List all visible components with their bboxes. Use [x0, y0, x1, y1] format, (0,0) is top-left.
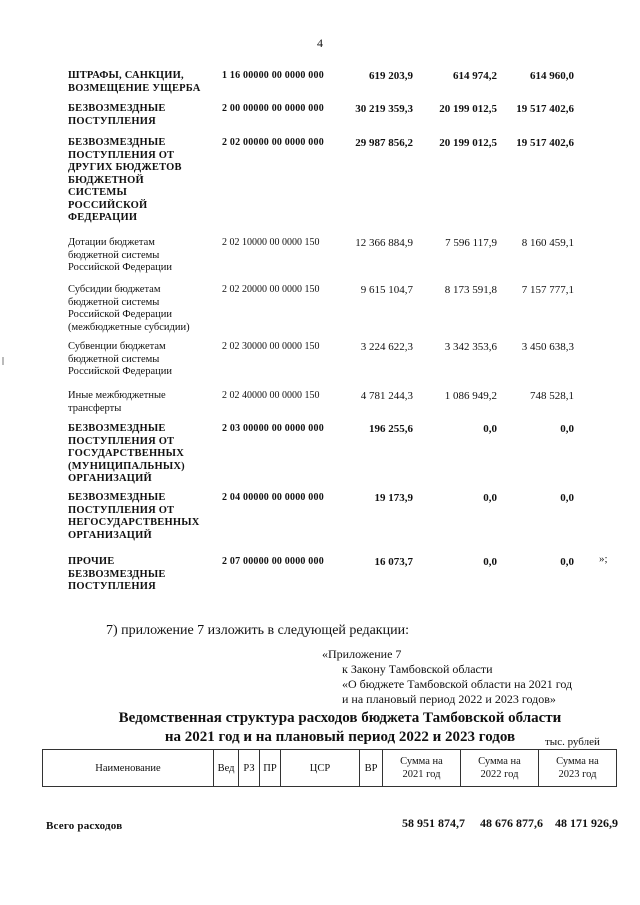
- row-code: 2 02 40000 00 0000 150: [222, 390, 320, 401]
- row-name: БЕЗВОЗМЕЗДНЫЕ ПОСТУПЛЕНИЯ ОТ ДРУГИХ БЮДЖЕТОВ БЮДЖЕТНОЙ СИСТЕМЫ РОССИЙСКОЙ ФЕДЕРАЦИИ: [68, 137, 182, 223]
- header-csr: ЦСР: [281, 750, 360, 787]
- row-value-2021: 619 203,9: [369, 70, 413, 82]
- row-value-2023: 3 450 638,3: [521, 341, 574, 353]
- row-code: 2 07 00000 00 0000 000: [222, 556, 324, 567]
- row-name: БЕЗВОЗМЕЗДНЫЕ ПОСТУПЛЕНИЯ ОТ НЕГОСУДАРСТВЕННЫХ ОРГАНИЗАЦИЙ: [68, 492, 200, 541]
- row-value-2021: 4 781 244,3: [360, 390, 413, 402]
- row-code: 2 02 20000 00 0000 150: [222, 284, 320, 295]
- row-value-2022: 8 173 591,8: [444, 284, 497, 296]
- row-value-2023: 8 160 459,1: [521, 237, 574, 249]
- row-value-2023: 7 157 777,1: [521, 284, 574, 296]
- row-value-2021: 9 615 104,7: [360, 284, 413, 296]
- row-value-2022: 0,0: [483, 492, 497, 504]
- appendix-line: и на плановый период 2022 и 2023 годов»: [342, 692, 556, 706]
- row-value-2023: 19 517 402,6: [516, 103, 574, 115]
- appendix-reference: [322, 647, 572, 707]
- appendix-line: «О бюджете Тамбовской области на 2021 год: [342, 677, 573, 691]
- scan-mark: [2, 357, 4, 365]
- total-2021: 58 951 874,7: [402, 816, 465, 830]
- row-code: 2 02 10000 00 0000 150: [222, 237, 320, 248]
- header-sum-2023: Сумма на 2023 год: [539, 750, 617, 787]
- row-value-2021: 12 366 884,9: [355, 237, 413, 249]
- title-line: на 2021 год и на плановый период 2022 и 2023 годов: [164, 729, 516, 745]
- total-2023: 48 171 926,9: [555, 816, 618, 830]
- row-value-2021: 3 224 622,3: [360, 341, 413, 353]
- row-value-2023: 0,0: [560, 423, 574, 435]
- appendix-line: «Приложение 7: [322, 647, 402, 661]
- row-value-2021: 30 219 359,3: [355, 103, 413, 115]
- row-value-2022: 1 086 949,2: [444, 390, 497, 402]
- row-name: ШТРАФЫ, САНКЦИИ, ВОЗМЕЩЕНИЕ УЩЕРБА: [68, 70, 201, 94]
- row-name: Субсидии бюджетам бюджетной системы Российской Федерации (межбюджетные субсидии): [68, 284, 190, 333]
- units-label: тыс. рублей: [545, 736, 600, 748]
- title-line: Ведомственная структура расходов бюджета Тамбовской области: [118, 710, 562, 726]
- row-value-2022: 0,0: [483, 556, 497, 568]
- row-value-2021: 19 173,9: [374, 492, 413, 504]
- header-sum-2022: Сумма на 2022 год: [461, 750, 539, 787]
- row-code: 2 02 00000 00 0000 000: [222, 137, 324, 148]
- header-sum-2021: Сумма на 2021 год: [383, 750, 461, 787]
- header-pr: ПР: [260, 750, 281, 787]
- row-code: 1 16 00000 00 0000 000: [222, 70, 324, 81]
- expenditure-table-header: [42, 749, 617, 787]
- row-name: ПРОЧИЕ БЕЗВОЗМЕЗДНЫЕ ПОСТУПЛЕНИЯ: [68, 556, 166, 592]
- row-name: Иные межбюджетные трансферты: [68, 390, 166, 414]
- row-value-2022: 7 596 117,9: [445, 237, 497, 249]
- row-value-2022: 614 974,2: [453, 70, 497, 82]
- header-ved: Вед: [214, 750, 239, 787]
- row-value-2022: 20 199 012,5: [439, 137, 497, 149]
- row-code: 2 00 00000 00 0000 000: [222, 103, 324, 114]
- row-code: 2 02 30000 00 0000 150: [222, 341, 320, 352]
- page-number: 4: [317, 36, 323, 50]
- row-value-2023: 19 517 402,6: [516, 137, 574, 149]
- row-value-2021: 16 073,7: [374, 556, 413, 568]
- row-value-2022: 0,0: [483, 423, 497, 435]
- appendix-line: к Закону Тамбовской области: [342, 662, 493, 676]
- header-vr: ВР: [360, 750, 383, 787]
- row-code: 2 04 00000 00 0000 000: [222, 492, 324, 503]
- closing-mark: »;: [599, 553, 608, 565]
- total-label: Всего расходов: [46, 820, 123, 832]
- amendment-intro: 7) приложение 7 изложить в следующей редакции:: [106, 623, 409, 638]
- row-name: БЕЗВОЗМЕЗДНЫЕ ПОСТУПЛЕНИЯ ОТ ГОСУДАРСТВЕННЫХ (МУНИЦИПАЛЬНЫХ) ОРГАНИЗАЦИЙ: [68, 423, 185, 484]
- document-title: [60, 709, 620, 747]
- row-value-2021: 29 987 856,2: [355, 137, 413, 149]
- row-value-2023: 614 960,0: [530, 70, 574, 82]
- row-value-2022: 20 199 012,5: [439, 103, 497, 115]
- row-value-2022: 3 342 353,6: [444, 341, 497, 353]
- row-value-2021: 196 255,6: [369, 423, 413, 435]
- row-value-2023: 0,0: [560, 556, 574, 568]
- header-rz: РЗ: [239, 750, 260, 787]
- row-code: 2 03 00000 00 0000 000: [222, 423, 324, 434]
- row-value-2023: 748 528,1: [530, 390, 574, 402]
- row-name: Дотации бюджетам бюджетной системы Российской Федерации: [68, 237, 172, 273]
- row-name: БЕЗВОЗМЕЗДНЫЕ ПОСТУПЛЕНИЯ: [68, 103, 166, 127]
- row-value-2023: 0,0: [560, 492, 574, 504]
- header-name: Наименование: [43, 750, 214, 787]
- total-2022: 48 676 877,6: [480, 816, 543, 830]
- row-name: Субвенции бюджетам бюджетной системы Российской Федерации: [68, 341, 172, 377]
